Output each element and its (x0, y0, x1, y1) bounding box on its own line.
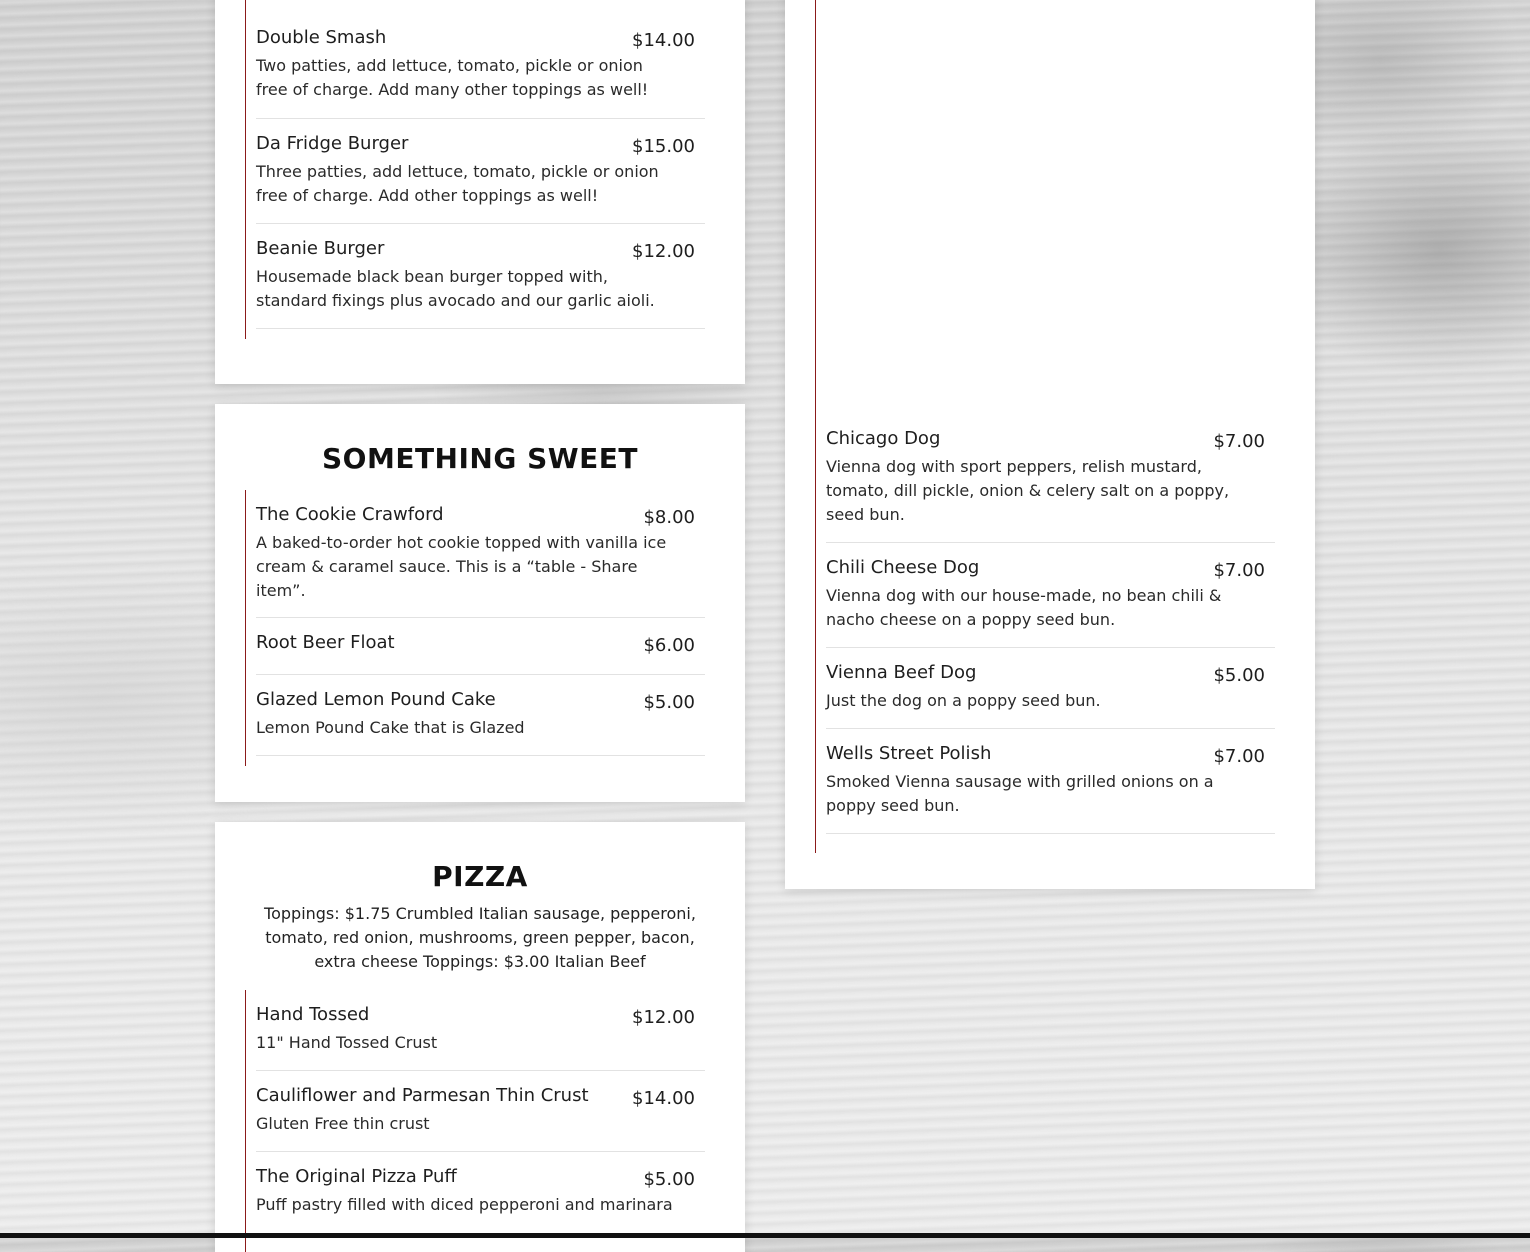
menu-item-hand-tossed (256, 990, 705, 1071)
item-price: $8.00 (643, 507, 695, 528)
item-name: Double Smash (256, 27, 387, 48)
item-price: $12.00 (632, 1007, 695, 1028)
item-description: Vienna dog with our house-made, no bean chili & nacho cheese on a poppy seed bun. (826, 586, 1222, 629)
section-title: PIZZA (432, 860, 528, 893)
item-name: Glazed Lemon Pound Cake (256, 689, 496, 710)
item-name: Hand Tossed (256, 1004, 370, 1025)
menu-item-double-smash (256, 0, 705, 119)
item-name: Da Fridge Burger (256, 133, 409, 154)
item-name: Beanie Burger (256, 238, 385, 259)
menu-item-da-fridge-burger (256, 119, 705, 224)
item-description: Two patties, add lettuce, tomato, pickle or onion free of charge. Add many other toppings as well! (256, 56, 649, 99)
burgers-menu-card (215, 0, 745, 384)
item-price: $5.00 (643, 692, 695, 713)
sweet-item-list (245, 490, 706, 766)
item-price: $6.00 (643, 635, 695, 656)
pizza-item-list (245, 990, 706, 1252)
item-description: Lemon Pound Cake that is Glazed (256, 718, 525, 737)
item-description: Just the dog on a poppy seed bun. (826, 691, 1101, 710)
item-price: $12.00 (632, 241, 695, 262)
pizza-card (215, 822, 745, 1252)
menu-item-wells-street-polish (826, 729, 1275, 834)
item-name: Chili Cheese Dog (826, 557, 980, 578)
something-sweet-card (215, 404, 745, 802)
item-description: Housemade black bean burger topped with, standard fixings plus avocado and our garlic aioli. (256, 267, 655, 310)
item-name: The Cookie Crawford (256, 504, 444, 525)
burgers-item-list (245, 0, 706, 339)
item-name: The Original Pizza Puff (256, 1166, 457, 1187)
menu-item-chicago-dog (826, 428, 1275, 543)
window-bottom-edge (0, 1233, 1530, 1238)
item-description: Smoked Vienna sausage with grilled onions on a poppy seed bun. (826, 772, 1214, 815)
item-description: Vienna dog with sport peppers, relish mustard, tomato, dill pickle, onion & celery salt on a poppy, seed bun. (826, 457, 1230, 524)
dogs-item-list (815, 0, 1276, 853)
hot-dogs-card (785, 0, 1315, 889)
item-price: $14.00 (632, 1088, 695, 1109)
item-description: Three patties, add lettuce, tomato, pickle or onion free of charge. Add other toppings as well! (256, 162, 659, 205)
item-description: 11" Hand Tossed Crust (256, 1033, 438, 1052)
item-name: Root Beer Float (256, 632, 395, 653)
toppings-note: Toppings: $1.75 Crumbled Italian sausage, pepperoni, tomato, red onion, mushrooms, green pepper, bacon, extra cheese Toppings: $3.00 Italian Beef (264, 904, 696, 971)
menu-item-cookie-crawford (256, 490, 705, 618)
menu-item-chili-cheese-dog (826, 543, 1275, 648)
menu-item-cauliflower-thin-crust (256, 1071, 705, 1152)
item-price: $7.00 (1213, 560, 1265, 581)
section-title: SOMETHING SWEET (322, 442, 638, 475)
item-name: Wells Street Polish (826, 743, 992, 764)
blank-space (816, 0, 1276, 428)
item-price: $5.00 (1213, 665, 1265, 686)
item-name: Vienna Beef Dog (826, 662, 977, 683)
menu-item-vienna-beef-dog (826, 648, 1275, 729)
menu-item-root-beer-float (256, 618, 705, 675)
item-price: $7.00 (1213, 431, 1265, 452)
item-price: $14.00 (632, 30, 695, 51)
item-description: Puff pastry filled with diced pepperoni and marinara (256, 1195, 673, 1214)
item-price: $5.00 (643, 1169, 695, 1190)
menu-item-beanie-burger (256, 224, 705, 329)
menu-item-glazed-lemon-pound-cake (256, 675, 705, 756)
item-description: Gluten Free thin crust (256, 1114, 430, 1133)
item-description: A baked-to-order hot cookie topped with vanilla ice cream & caramel sauce. This is a “table - Share item”. (256, 533, 667, 600)
item-name: Cauliflower and Parmesan Thin Crust (256, 1085, 589, 1106)
item-name: Chicago Dog (826, 428, 941, 449)
item-price: $15.00 (632, 136, 695, 157)
item-price: $7.00 (1213, 746, 1265, 767)
